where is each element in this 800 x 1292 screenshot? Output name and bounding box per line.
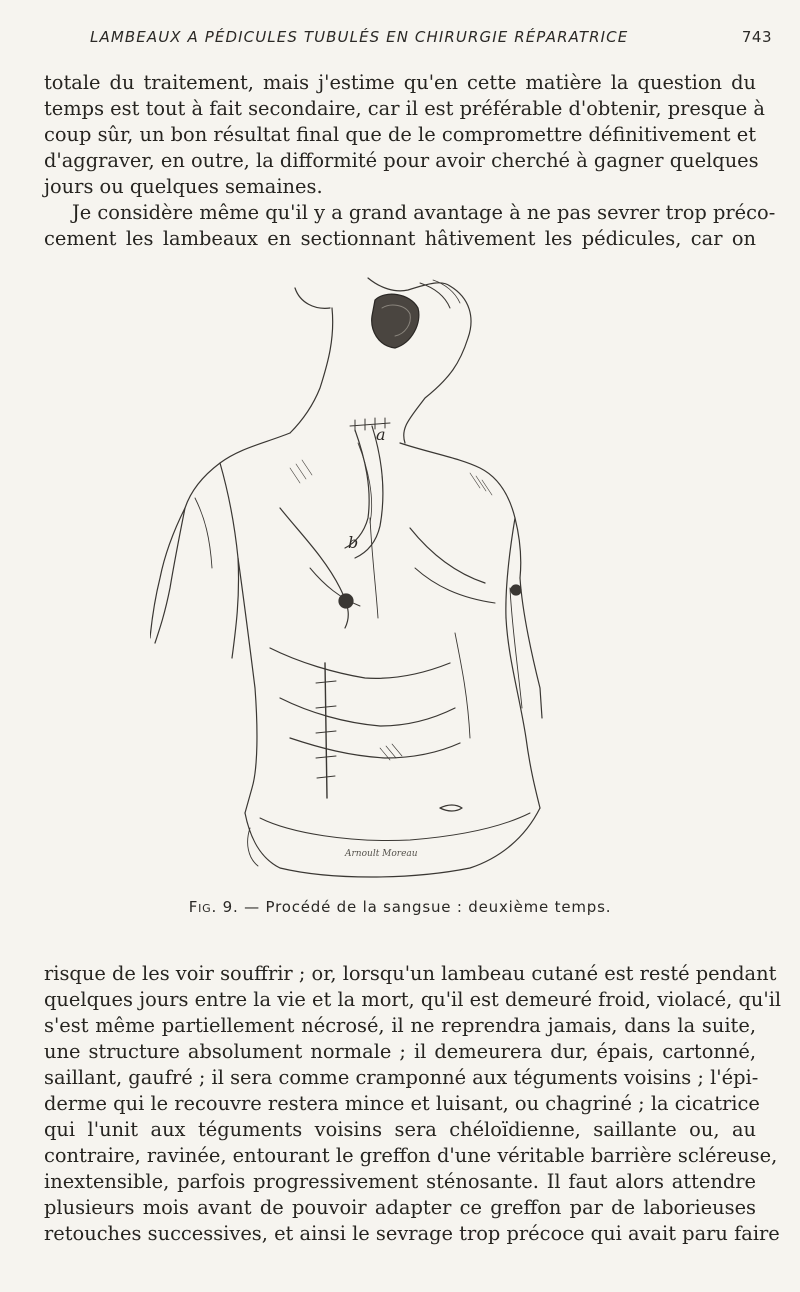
text-line: totale du traitement, mais j'estime qu'en cette matière la question du <box>44 71 756 94</box>
left-shoulder <box>155 433 290 643</box>
right-nipple <box>511 585 521 595</box>
torso-illustration <box>150 268 560 878</box>
running-header-title: LAMBEAUX A PÉDICULES TUBULÉS EN CHIRURGIE RÉPARATRICE <box>90 28 629 46</box>
text-line: jours ou quelques semaines. <box>44 175 323 198</box>
text-line: risque de les voir souffrir ; or, lorsqu'un lambeau cutané est resté pendant <box>44 962 777 985</box>
mouth-wound <box>372 294 419 348</box>
donor-scar <box>325 663 327 798</box>
drape <box>245 808 540 877</box>
left-pectoral <box>280 508 348 628</box>
label-a: a <box>376 425 386 444</box>
figure-number: Fig. 9. <box>188 898 239 916</box>
text-line: temps est tout à fait secondaire, car il est préférable d'obtenir, presque à <box>44 97 765 120</box>
bottom-paragraph <box>44 961 782 1247</box>
navel <box>440 805 462 811</box>
artist-signature: Arnoult Moreau <box>345 849 418 859</box>
text-line: Je considère même qu'il y a grand avantage à ne pas sevrer trop préco- <box>72 201 776 224</box>
text-line: quelques jours entre la vie et la mort, qu'il est demeuré froid, violacé, qu'il <box>44 988 782 1011</box>
text-line: cement les lambeaux en sectionnant hâtivement les pédicules, car on <box>44 227 756 250</box>
text-line: derme qui le recouvre restera mince et luisant, ou chagriné ; la cicatrice <box>44 1092 760 1115</box>
left-nipple <box>339 594 353 608</box>
figure-caption <box>0 898 800 916</box>
text-line: saillant, gaufré ; il sera comme cramponné aux téguments voisins ; l'épi- <box>44 1066 759 1089</box>
right-pectoral <box>410 528 485 583</box>
text-line: retouches successives, et ainsi le sevrage trop précoce qui avait paru faire <box>44 1222 780 1245</box>
text-line: inextensible, parfois progressivement sténosante. Il faut alors attendre <box>44 1170 756 1193</box>
left-arm <box>150 463 239 658</box>
chin-outline <box>420 283 450 308</box>
torso-left-side <box>238 558 257 813</box>
page-number: 743 <box>741 28 772 46</box>
abdomen-lines <box>270 648 450 678</box>
text-line: qui l'unit aux téguments voisins sera chéloïdienne, saillante ou, au <box>44 1118 756 1141</box>
text-line: contraire, ravinée, entourant le greffon d'une véritable barrière scléreuse, <box>44 1144 778 1167</box>
text-line: une structure absolument normale ; il demeurera dur, épais, cartonné, <box>44 1040 756 1063</box>
top-paragraph <box>44 70 776 252</box>
text-line: d'aggraver, en outre, la difformité pour avoir cherché à gagner quelques <box>44 149 759 172</box>
text-line: coup sûr, un bon résultat final que de le compromettre définitivement et <box>44 123 756 146</box>
text-line: s'est même partiellement nécrosé, il ne reprendra jamais, dans la suite, <box>44 1014 756 1037</box>
figure-caption-text: — Procédé de la sangsue : deuxième temps. <box>244 898 612 916</box>
torso-right-side <box>506 618 540 808</box>
text-line: plusieurs mois avant de pouvoir adapter ce greffon par de laborieuses <box>44 1196 756 1219</box>
right-arm <box>506 518 542 718</box>
label-b: b <box>348 533 359 552</box>
running-header <box>90 28 772 46</box>
